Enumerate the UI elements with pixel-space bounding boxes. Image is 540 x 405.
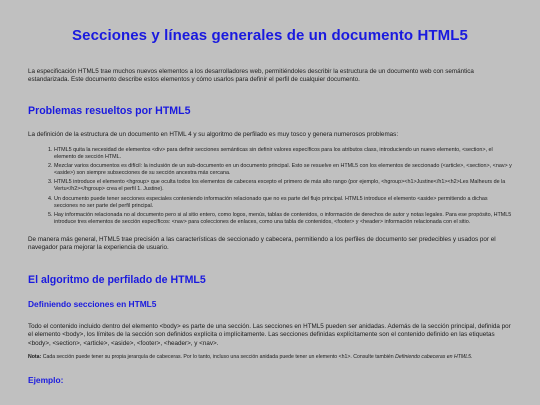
list-item: 5. Hay información relacionada no al documento pero si al sitio entero, como logos, menús, tablas de contenidos, o información de derechos de autor y notas legales. Para ese propósito, HTML5 introduce tres elementos de sección específicos: <nav> para colecciones de enlaces, como una tabla de contenidos, <footer> y <header> información relacionada con el sitio. [54, 212, 512, 226]
problems-closing-paragraph: De manera más general, HTML5 trae precisión a las características de seccionado y cabecera, permitiendo a los perfiles de documento ser predecibles y usados por el navegador para mejorar la experiencia de usuario. [28, 235, 496, 251]
note-paragraph [28, 354, 512, 361]
note-link[interactable]: Definiendo cabeceras en HTML5 [395, 353, 471, 360]
note-text: Cada sección puede tener su propia jerarquía de cabeceras. Por lo tanto, incluso una sección anidada puede tener un elemento <h1>. Consulte también [41, 353, 396, 360]
list-item: 4. Un documento puede tener secciones especiales conteniendo información relacionado que no es parte del flujo principal. HTML5 introduce el elemento <aside> permitiendo a dichas secciones no ser parte del perfil principal. [54, 196, 512, 210]
intro-paragraph: La especificación HTML5 trae muchos nuevos elementos a los desarrolladores web, permitiéndoles describir la estructura de un documento web con semántica estandarizada. Este documento describe estos elementos y cómo usarlos para definir el perfil de cualquier documento. [28, 68, 474, 84]
problems-lead-paragraph: La definición de la estructura de un documento en HTML 4 y su algoritmo de perfilado es muy tosco y genera numerosos problemas: [28, 131, 399, 139]
section-heading-algorithm: El algoritmo de perfilado de HTML5 [28, 274, 206, 287]
section-heading-problems: Problemas resueltos por HTML5 [28, 105, 191, 118]
list-item: 3. HTML5 introduce el elemento <hgroup> que oculta todos los elementos de cabecera excepto el primero de más alto rango (por ejemplo, <hgroup><h1>Justine</h1><h2>Les Malheurs de la Vertu</h2></hgroup> crea el perfil 1. Justine). [54, 179, 512, 193]
subsection-heading-example: Ejemplo: [28, 374, 64, 385]
list-item: 2. Mezclar varios documentos es difícil: la inclusión de un sub-documento en un documento principal. Esto se resuelve en HTML5 con los elementos de seccionado (<article>, <section>, <nav> y <aside>) son siempre subsecciones de su sección ancestra más cercana. [54, 163, 512, 177]
subsection-heading-defining-sections: Definiendo secciones en HTML5 [28, 299, 157, 310]
note-label: Nota: [28, 353, 42, 360]
note-end: . [470, 353, 473, 360]
page-title: Secciones y líneas generales de un documento HTML5 [72, 27, 468, 44]
list-item: 1. HTML5 quita la necesidad de elementos <div> para definir secciones semánticas sin definir valores específicos para los atributos class, introduciendo un nuevo elemento, <section>, el elemento de sección HTML. [54, 147, 512, 161]
problems-list [28, 147, 512, 226]
defining-sections-paragraph: Todo el contenido incluido dentro del elemento <body> es parte de una sección. Las secciones en HTML5 pueden ser anidadas. Además de la sección principal, definida por el elemento <body>, los límites de la sección son definidos explícita o implícitamente. Las secciones definidas explícitamente son el contenido definido en las etiquetas <body>, <section>, <article>, <aside>, <footer>, <header>, y <nav>. [28, 323, 511, 347]
